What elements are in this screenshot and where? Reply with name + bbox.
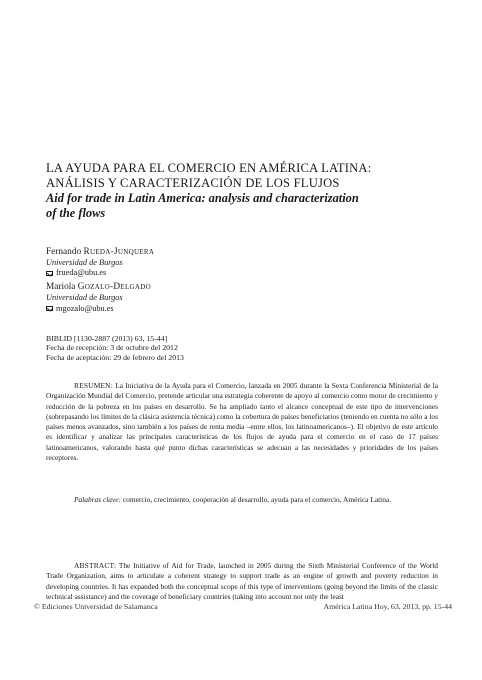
resumen-text: La Iniciativa de la Ayuda para el Comercio, lanzada en 2005 durante la Sexta Conferencia Ministerial de la Organización Mundial del Comercio, pretende articular una estrategia coherente de apoyo al comercio como motor de crecimiento y reducción de la pobreza en los países en desarrollo. Se ha ampliado tanto el alcance conceptual de este tipo de intervenciones (sobrepasando los límites de la clásica asistencia técnica) como la cobertura de países beneficiarios (teniendo en cuenta no sólo a los países menos avanzados, sino también a los países de renta media –entre ellos, los latinoamericanos–). El objetivo de este artículo es identificar y analizar las principales características de los flujos de ayuda para el comercio en el caso de 17 países latinoamericanos, valorando hasta qué punto dichas características se adecuan a las necesidades y prioridades de los países receptores. xyxy=(46,381,438,463)
acceptance-date: Fecha de aceptación: 29 de febrero del 2013 xyxy=(46,352,184,362)
biblid-reference: BIBLID [1130-2887 (2013) 63, 15-44] xyxy=(46,334,168,343)
title-block xyxy=(46,161,446,221)
author-name xyxy=(46,247,446,258)
abstract-section xyxy=(46,561,438,602)
envelope-icon xyxy=(46,271,53,276)
resumen-label: RESUMEN: xyxy=(74,381,113,390)
keywords-label: Palabras clave: xyxy=(74,495,121,504)
resumen-section xyxy=(46,381,438,463)
keywords-section xyxy=(46,495,438,505)
author-first-name: Fernando xyxy=(46,247,82,257)
footer-copyright: © Ediciones Universidad de Salamanca xyxy=(34,602,158,611)
keywords-text: comercio, crecimiento, cooperación al desarrollo, ayuda para el comercio, América Latina. xyxy=(121,495,392,504)
english-title-line-1: Aid for trade in Latin America: analysis and characterization xyxy=(46,191,359,205)
author-email-line xyxy=(46,268,446,278)
author-email[interactable]: frueda@ubu.es xyxy=(56,268,107,278)
page-footer xyxy=(34,602,452,612)
abstract-paragraph xyxy=(46,561,438,602)
spanish-title xyxy=(46,161,446,191)
author-affiliation: Universidad de Burgos xyxy=(46,258,123,267)
author-last-name: Gozalo-Delgado xyxy=(77,282,151,293)
author-list xyxy=(46,247,446,314)
author-email[interactable]: mgozalo@ubu.es xyxy=(56,303,114,313)
author-first-name: Mariola xyxy=(46,282,76,293)
envelope-icon xyxy=(46,306,53,311)
english-title-line-2: of the flows xyxy=(46,206,106,220)
biblid-block xyxy=(46,334,446,362)
author-affiliation: Universidad de Burgos xyxy=(46,293,123,303)
keywords-paragraph xyxy=(46,495,438,505)
footer-citation: América Latina Hoy, 63, 2013, pp. 15-44 xyxy=(323,602,452,611)
abstract-label: ABSTRACT: xyxy=(74,561,117,570)
reception-date: Fecha de recepción: 3 de octubre del 2012 xyxy=(46,343,178,353)
author-name xyxy=(46,282,446,293)
spanish-title-line-2: ANÁLISIS Y CARACTERIZACIÓN DE LOS FLUJOS xyxy=(46,176,340,190)
author-last-name: Rueda-Junquera xyxy=(83,247,155,257)
spanish-title-line-1: LA AYUDA PARA EL COMERCIO EN AMÉRICA LATINA: xyxy=(46,161,372,175)
author-1 xyxy=(46,247,446,278)
english-title xyxy=(46,191,446,221)
abstract-text: The Initiative of Aid for Trade, launched in 2005 during the Sixth Ministerial Conference of the World Trade Organization, aims to articulate a coherent strategy to support trade as an engine of growth and poverty reduction in developing countries. It has expanded both the conceptual scope of this type of interventions (going beyond the limits of the classic technical assistance) and the coverage of beneficiary countries (taking into account not only the least xyxy=(46,561,438,601)
resumen-paragraph xyxy=(46,381,438,463)
author-email-line xyxy=(46,304,446,314)
author-2 xyxy=(46,282,446,313)
